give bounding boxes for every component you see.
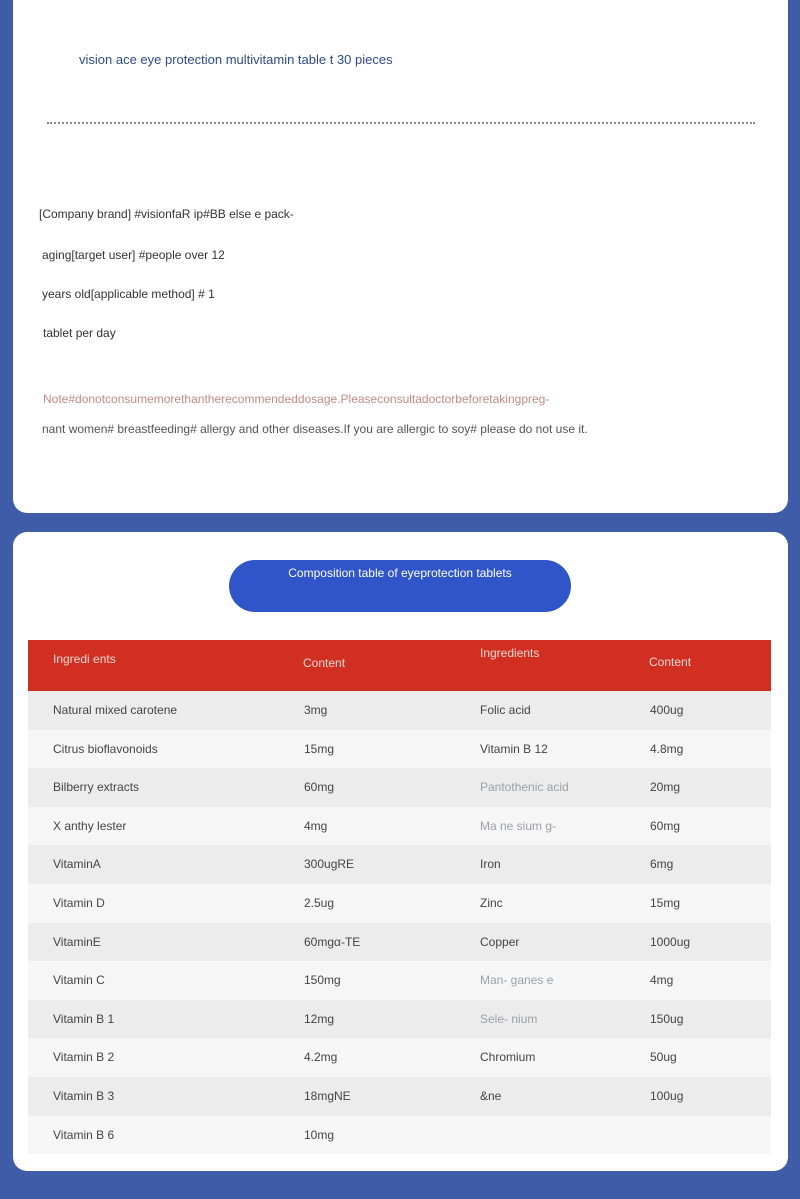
content-right: 400ug (650, 703, 684, 717)
ingredient-right: Man- ganes e (480, 973, 554, 988)
product-title: vision ace eye protection multivitamin table t 30 pieces (79, 52, 393, 67)
content-right: 6mg (650, 857, 674, 872)
content-left: 4.2mg (304, 1050, 338, 1065)
ingredient-left: VitaminE (53, 934, 101, 949)
ingredient-left: Citrus bioflavonoids (53, 741, 158, 756)
note-line-1: Note#donotconsumemorethantherecommendeddosage.Pleaseconsultadoctorbeforetakingpreg- (43, 392, 550, 406)
content-right: 50ug (650, 1050, 677, 1065)
ingredient-right: Iron (480, 857, 501, 872)
ingredient-left: Natural mixed carotene (53, 703, 178, 717)
content-left: 10mg (304, 1127, 335, 1142)
info-line-1: [Company brand] #visionfaR ip#BB else e pack- (39, 207, 294, 221)
table-row (28, 807, 771, 846)
ingredient-right: Chromium (480, 1050, 536, 1065)
ingredient-right: Zinc (480, 895, 503, 910)
table-row (28, 691, 771, 730)
info-line-4: tablet per day (43, 326, 116, 340)
content-left: 3mg (304, 703, 328, 717)
content-left: 60mgα-TE (304, 934, 361, 949)
table-row (28, 1116, 771, 1155)
table-header (28, 640, 771, 691)
table-body (28, 691, 771, 1154)
header-ingredients-right: Ingredients (480, 646, 540, 660)
ingredient-left: VitaminA (53, 857, 101, 872)
ingredient-right: Copper (480, 934, 520, 949)
table-row (28, 961, 771, 1000)
content-left: 12mg (304, 1011, 335, 1026)
content-right: 1000ug (650, 934, 691, 949)
table-row (28, 1077, 771, 1116)
content-right: 4.8mg (650, 741, 684, 756)
ingredient-left: Vitamin B 6 (53, 1127, 115, 1142)
ingredient-right: Vitamin B 12 (480, 741, 548, 756)
composition-table (28, 640, 771, 1154)
table-row (28, 845, 771, 884)
ingredient-left: X anthy lester (53, 818, 127, 833)
ingredient-right: &ne (480, 1088, 502, 1103)
content-left: 4mg (304, 818, 328, 833)
ingredient-left: Vitamin B 3 (53, 1088, 115, 1103)
table-row (28, 1000, 771, 1039)
table-row (28, 1038, 771, 1077)
composition-card (13, 532, 788, 1171)
content-left: 18mgNE (304, 1088, 351, 1103)
ingredient-right: Folic acid (480, 703, 531, 717)
product-info-card (13, 0, 788, 513)
table-row (28, 768, 771, 807)
content-left: 15mg (304, 741, 335, 756)
composition-heading-pill (229, 560, 571, 612)
ingredient-right: Sele- nium (480, 1011, 538, 1026)
ingredient-left: Bilberry extracts (53, 780, 140, 795)
header-ingredients-left: Ingredi ents (53, 652, 116, 666)
content-right: 60mg (650, 818, 681, 833)
content-left: 150mg (304, 973, 341, 988)
info-line-3: years old[applicable method] # 1 (42, 287, 215, 301)
composition-heading: Composition table of eyeprotection tablets (288, 566, 512, 580)
content-left: 60mg (304, 780, 335, 795)
ingredient-left: Vitamin B 1 (53, 1011, 115, 1026)
ingredient-right: Pantothenic acid (480, 780, 569, 795)
content-right: 15mg (650, 895, 681, 910)
content-left: 2.5ug (304, 895, 335, 910)
content-right: 4mg (650, 973, 674, 988)
info-line-2: aging[target user] #people over 12 (42, 248, 225, 262)
dotted-divider (47, 122, 755, 124)
header-content-left: Content (303, 656, 346, 670)
table-row (28, 923, 771, 962)
table-row (28, 884, 771, 923)
note-line-2: nant women# breastfeeding# allergy and other diseases.If you are allergic to soy# please do not use it. (42, 422, 588, 436)
ingredient-left: Vitamin C (53, 973, 105, 988)
ingredient-left: Vitamin B 2 (53, 1050, 115, 1065)
content-left: 300ugRE (304, 857, 355, 872)
content-right: 100ug (650, 1088, 684, 1103)
content-right: 20mg (650, 780, 681, 795)
header-content-right: Content (649, 655, 692, 669)
content-right: 150ug (650, 1011, 684, 1026)
table-row (28, 730, 771, 769)
ingredient-right: Ma ne sium g- (480, 818, 557, 833)
ingredient-left: Vitamin D (53, 895, 105, 910)
